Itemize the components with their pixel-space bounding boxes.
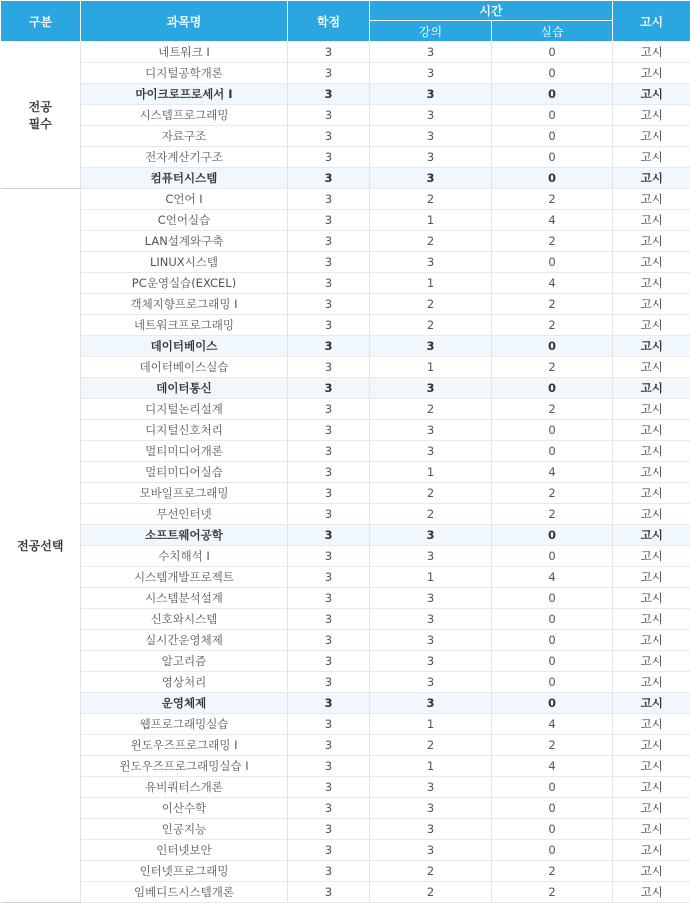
credit-cell: 3 bbox=[288, 693, 370, 714]
lab-hours-cell: 0 bbox=[492, 840, 613, 861]
lab-hours-cell: 2 bbox=[492, 882, 613, 903]
lecture-hours-cell: 3 bbox=[370, 105, 492, 126]
credit-cell: 3 bbox=[288, 588, 370, 609]
course-name-cell: 수치해석 I bbox=[81, 546, 288, 567]
credit-cell: 3 bbox=[288, 462, 370, 483]
credit-cell: 3 bbox=[288, 315, 370, 336]
lecture-hours-cell: 1 bbox=[370, 714, 492, 735]
table-row bbox=[1, 273, 690, 294]
table-body bbox=[1, 42, 690, 903]
table-row bbox=[1, 420, 690, 441]
exam-cell: 고시 bbox=[613, 63, 690, 84]
lecture-hours-cell: 3 bbox=[370, 798, 492, 819]
lab-hours-cell: 2 bbox=[492, 294, 613, 315]
table-row bbox=[1, 735, 690, 756]
table-row bbox=[1, 504, 690, 525]
course-name-cell: 디지털논리설계 bbox=[81, 399, 288, 420]
course-name-cell: 디지털신호처리 bbox=[81, 420, 288, 441]
course-name-cell: 시스템프로그래밍 bbox=[81, 105, 288, 126]
table-row bbox=[1, 252, 690, 273]
exam-cell: 고시 bbox=[613, 819, 690, 840]
course-name-cell: 시스템분석설계 bbox=[81, 588, 288, 609]
table-row bbox=[1, 315, 690, 336]
exam-cell: 고시 bbox=[613, 399, 690, 420]
exam-cell: 고시 bbox=[613, 588, 690, 609]
course-name-cell: 시스템개발프로젝트 bbox=[81, 567, 288, 588]
lab-hours-cell: 0 bbox=[492, 147, 613, 168]
table-row bbox=[1, 483, 690, 504]
table-row bbox=[1, 147, 690, 168]
credit-cell: 3 bbox=[288, 651, 370, 672]
table-row bbox=[1, 756, 690, 777]
course-name-cell: 윈도우즈프로그래밍 I bbox=[81, 735, 288, 756]
lecture-hours-cell: 1 bbox=[370, 567, 492, 588]
exam-cell: 고시 bbox=[613, 441, 690, 462]
table-row bbox=[1, 630, 690, 651]
exam-cell: 고시 bbox=[613, 861, 690, 882]
course-name-cell: C언어 I bbox=[81, 189, 288, 210]
course-name-cell: 모바일프로그래밍 bbox=[81, 483, 288, 504]
credit-cell: 3 bbox=[288, 567, 370, 588]
credit-cell: 3 bbox=[288, 882, 370, 903]
division-label: 전공선택 bbox=[17, 539, 63, 553]
course-name-cell: 데이터통신 bbox=[81, 378, 288, 399]
table-row bbox=[1, 861, 690, 882]
course-name-cell: 자료구조 bbox=[81, 126, 288, 147]
credit-cell: 3 bbox=[288, 420, 370, 441]
table-row bbox=[1, 231, 690, 252]
header-time: 시간 bbox=[370, 1, 613, 21]
course-name-cell: 실시간운영체제 bbox=[81, 630, 288, 651]
table-row bbox=[1, 357, 690, 378]
credit-cell: 3 bbox=[288, 756, 370, 777]
course-name-cell: 멀티미디어개론 bbox=[81, 441, 288, 462]
lecture-hours-cell: 3 bbox=[370, 378, 492, 399]
lab-hours-cell: 0 bbox=[492, 105, 613, 126]
lecture-hours-cell: 2 bbox=[370, 861, 492, 882]
division-label: 전공 bbox=[29, 100, 52, 114]
lab-hours-cell: 4 bbox=[492, 567, 613, 588]
lab-hours-cell: 0 bbox=[492, 588, 613, 609]
course-name-cell: 영상처리 bbox=[81, 672, 288, 693]
lab-hours-cell: 0 bbox=[492, 63, 613, 84]
lab-hours-cell: 4 bbox=[492, 462, 613, 483]
credit-cell: 3 bbox=[288, 399, 370, 420]
exam-cell: 고시 bbox=[613, 462, 690, 483]
table-row bbox=[1, 672, 690, 693]
table-row bbox=[1, 168, 690, 189]
lecture-hours-cell: 2 bbox=[370, 399, 492, 420]
exam-cell: 고시 bbox=[613, 672, 690, 693]
header-course: 과목명 bbox=[81, 1, 288, 42]
lab-hours-cell: 0 bbox=[492, 693, 613, 714]
credit-cell: 3 bbox=[288, 798, 370, 819]
lab-hours-cell: 4 bbox=[492, 273, 613, 294]
course-name-cell: 소프트웨어공학 bbox=[81, 525, 288, 546]
table-row bbox=[1, 210, 690, 231]
lecture-hours-cell: 3 bbox=[370, 63, 492, 84]
credit-cell: 3 bbox=[288, 483, 370, 504]
lecture-hours-cell: 3 bbox=[370, 168, 492, 189]
lecture-hours-cell: 3 bbox=[370, 840, 492, 861]
credit-cell: 3 bbox=[288, 861, 370, 882]
credit-cell: 3 bbox=[288, 504, 370, 525]
credit-cell: 3 bbox=[288, 672, 370, 693]
lecture-hours-cell: 3 bbox=[370, 84, 492, 105]
exam-cell: 고시 bbox=[613, 777, 690, 798]
exam-cell: 고시 bbox=[613, 756, 690, 777]
exam-cell: 고시 bbox=[613, 210, 690, 231]
lecture-hours-cell: 3 bbox=[370, 819, 492, 840]
exam-cell: 고시 bbox=[613, 315, 690, 336]
credit-cell: 3 bbox=[288, 441, 370, 462]
lecture-hours-cell: 1 bbox=[370, 210, 492, 231]
division-cell bbox=[1, 189, 81, 903]
lab-hours-cell: 2 bbox=[492, 861, 613, 882]
credit-cell: 3 bbox=[288, 735, 370, 756]
lecture-hours-cell: 3 bbox=[370, 42, 492, 63]
lab-hours-cell: 0 bbox=[492, 252, 613, 273]
course-name-cell: 네트워크프로그래밍 bbox=[81, 315, 288, 336]
table-row bbox=[1, 189, 690, 210]
course-name-cell: 이산수학 bbox=[81, 798, 288, 819]
credit-cell: 3 bbox=[288, 378, 370, 399]
lab-hours-cell: 0 bbox=[492, 441, 613, 462]
exam-cell: 고시 bbox=[613, 714, 690, 735]
exam-cell: 고시 bbox=[613, 693, 690, 714]
lab-hours-cell: 2 bbox=[492, 315, 613, 336]
course-name-cell: 컴퓨터시스템 bbox=[81, 168, 288, 189]
exam-cell: 고시 bbox=[613, 420, 690, 441]
exam-cell: 고시 bbox=[613, 147, 690, 168]
exam-cell: 고시 bbox=[613, 546, 690, 567]
exam-cell: 고시 bbox=[613, 336, 690, 357]
course-name-cell: PC운영실습(EXCEL) bbox=[81, 273, 288, 294]
course-name-cell: 웹프로그래밍실습 bbox=[81, 714, 288, 735]
course-name-cell: 신호와시스템 bbox=[81, 609, 288, 630]
lecture-hours-cell: 3 bbox=[370, 420, 492, 441]
lecture-hours-cell: 3 bbox=[370, 546, 492, 567]
lab-hours-cell: 0 bbox=[492, 651, 613, 672]
lab-hours-cell: 2 bbox=[492, 483, 613, 504]
header-exam: 고시 bbox=[613, 1, 690, 42]
credit-cell: 3 bbox=[288, 168, 370, 189]
credit-cell: 3 bbox=[288, 273, 370, 294]
lecture-hours-cell: 3 bbox=[370, 525, 492, 546]
credit-cell: 3 bbox=[288, 126, 370, 147]
lecture-hours-cell: 3 bbox=[370, 672, 492, 693]
lecture-hours-cell: 3 bbox=[370, 147, 492, 168]
lecture-hours-cell: 1 bbox=[370, 756, 492, 777]
credit-cell: 3 bbox=[288, 105, 370, 126]
course-name-cell: 무선인터넷 bbox=[81, 504, 288, 525]
table-row bbox=[1, 378, 690, 399]
table-row bbox=[1, 777, 690, 798]
lecture-hours-cell: 3 bbox=[370, 630, 492, 651]
exam-cell: 고시 bbox=[613, 798, 690, 819]
course-name-cell: 객체지향프로그래밍 I bbox=[81, 294, 288, 315]
lecture-hours-cell: 3 bbox=[370, 336, 492, 357]
lab-hours-cell: 4 bbox=[492, 756, 613, 777]
lecture-hours-cell: 3 bbox=[370, 441, 492, 462]
lab-hours-cell: 2 bbox=[492, 231, 613, 252]
credit-cell: 3 bbox=[288, 42, 370, 63]
lecture-hours-cell: 3 bbox=[370, 609, 492, 630]
lecture-hours-cell: 3 bbox=[370, 651, 492, 672]
exam-cell: 고시 bbox=[613, 231, 690, 252]
credit-cell: 3 bbox=[288, 231, 370, 252]
course-name-cell: LAN설계와구축 bbox=[81, 231, 288, 252]
exam-cell: 고시 bbox=[613, 630, 690, 651]
table-row bbox=[1, 294, 690, 315]
table-row bbox=[1, 840, 690, 861]
lab-hours-cell: 0 bbox=[492, 378, 613, 399]
lecture-hours-cell: 2 bbox=[370, 294, 492, 315]
lecture-hours-cell: 3 bbox=[370, 777, 492, 798]
course-name-cell: 인공지능 bbox=[81, 819, 288, 840]
course-name-cell: 인터넷보안 bbox=[81, 840, 288, 861]
exam-cell: 고시 bbox=[613, 168, 690, 189]
header-credit: 학점 bbox=[288, 1, 370, 42]
exam-cell: 고시 bbox=[613, 882, 690, 903]
lab-hours-cell: 0 bbox=[492, 168, 613, 189]
course-name-cell: 전자계산기구조 bbox=[81, 147, 288, 168]
lecture-hours-cell: 2 bbox=[370, 231, 492, 252]
table-row bbox=[1, 567, 690, 588]
table-row bbox=[1, 609, 690, 630]
table-row bbox=[1, 126, 690, 147]
table-row bbox=[1, 588, 690, 609]
table-row bbox=[1, 441, 690, 462]
lab-hours-cell: 0 bbox=[492, 630, 613, 651]
exam-cell: 고시 bbox=[613, 651, 690, 672]
lecture-hours-cell: 3 bbox=[370, 252, 492, 273]
credit-cell: 3 bbox=[288, 63, 370, 84]
lecture-hours-cell: 1 bbox=[370, 273, 492, 294]
course-name-cell: LINUX시스템 bbox=[81, 252, 288, 273]
credit-cell: 3 bbox=[288, 630, 370, 651]
lecture-hours-cell: 2 bbox=[370, 504, 492, 525]
header-lab: 실습 bbox=[492, 21, 613, 42]
exam-cell: 고시 bbox=[613, 357, 690, 378]
credit-cell: 3 bbox=[288, 189, 370, 210]
lab-hours-cell: 0 bbox=[492, 525, 613, 546]
exam-cell: 고시 bbox=[613, 42, 690, 63]
lab-hours-cell: 2 bbox=[492, 357, 613, 378]
credit-cell: 3 bbox=[288, 252, 370, 273]
table-row bbox=[1, 546, 690, 567]
table-row bbox=[1, 42, 690, 63]
division-cell bbox=[1, 42, 81, 189]
table-row bbox=[1, 651, 690, 672]
table-row bbox=[1, 693, 690, 714]
credit-cell: 3 bbox=[288, 714, 370, 735]
exam-cell: 고시 bbox=[613, 189, 690, 210]
credit-cell: 3 bbox=[288, 294, 370, 315]
course-name-cell: 인터넷프로그래밍 bbox=[81, 861, 288, 882]
lecture-hours-cell: 2 bbox=[370, 882, 492, 903]
table-row bbox=[1, 84, 690, 105]
table-row bbox=[1, 525, 690, 546]
lecture-hours-cell: 3 bbox=[370, 693, 492, 714]
exam-cell: 고시 bbox=[613, 126, 690, 147]
header-division: 구분 bbox=[1, 1, 81, 42]
lab-hours-cell: 0 bbox=[492, 819, 613, 840]
course-name-cell: C언어실습 bbox=[81, 210, 288, 231]
course-name-cell: 디지털공학개론 bbox=[81, 63, 288, 84]
lecture-hours-cell: 1 bbox=[370, 357, 492, 378]
lab-hours-cell: 0 bbox=[492, 609, 613, 630]
header-lecture: 강의 bbox=[370, 21, 492, 42]
lab-hours-cell: 0 bbox=[492, 777, 613, 798]
exam-cell: 고시 bbox=[613, 483, 690, 504]
exam-cell: 고시 bbox=[613, 525, 690, 546]
lecture-hours-cell: 2 bbox=[370, 735, 492, 756]
credit-cell: 3 bbox=[288, 819, 370, 840]
lecture-hours-cell: 2 bbox=[370, 189, 492, 210]
lab-hours-cell: 0 bbox=[492, 84, 613, 105]
lab-hours-cell: 4 bbox=[492, 210, 613, 231]
credit-cell: 3 bbox=[288, 777, 370, 798]
course-name-cell: 멀티미디어실습 bbox=[81, 462, 288, 483]
lab-hours-cell: 0 bbox=[492, 420, 613, 441]
course-name-cell: 네트워크 I bbox=[81, 42, 288, 63]
credit-cell: 3 bbox=[288, 840, 370, 861]
lab-hours-cell: 2 bbox=[492, 189, 613, 210]
table-row bbox=[1, 798, 690, 819]
table-row bbox=[1, 714, 690, 735]
lab-hours-cell: 0 bbox=[492, 336, 613, 357]
lecture-hours-cell: 3 bbox=[370, 588, 492, 609]
course-name-cell: 알고리즘 bbox=[81, 651, 288, 672]
course-name-cell: 윈도우즈프로그래밍실습 I bbox=[81, 756, 288, 777]
credit-cell: 3 bbox=[288, 357, 370, 378]
lab-hours-cell: 0 bbox=[492, 798, 613, 819]
course-name-cell: 데이터베이스 bbox=[81, 336, 288, 357]
credit-cell: 3 bbox=[288, 525, 370, 546]
exam-cell: 고시 bbox=[613, 840, 690, 861]
course-name-cell: 마이크로프로세서 I bbox=[81, 84, 288, 105]
lecture-hours-cell: 3 bbox=[370, 126, 492, 147]
table-row bbox=[1, 63, 690, 84]
lab-hours-cell: 0 bbox=[492, 42, 613, 63]
course-name-cell: 운영체제 bbox=[81, 693, 288, 714]
credit-cell: 3 bbox=[288, 210, 370, 231]
course-name-cell: 유비쿼터스개론 bbox=[81, 777, 288, 798]
division-label: 필수 bbox=[29, 117, 52, 131]
lab-hours-cell: 0 bbox=[492, 126, 613, 147]
table-row bbox=[1, 462, 690, 483]
lecture-hours-cell: 2 bbox=[370, 315, 492, 336]
exam-cell: 고시 bbox=[613, 504, 690, 525]
credit-cell: 3 bbox=[288, 609, 370, 630]
course-name-cell: 임베디드시스템개론 bbox=[81, 882, 288, 903]
exam-cell: 고시 bbox=[613, 567, 690, 588]
credit-cell: 3 bbox=[288, 546, 370, 567]
lab-hours-cell: 2 bbox=[492, 504, 613, 525]
table-row bbox=[1, 882, 690, 903]
exam-cell: 고시 bbox=[613, 294, 690, 315]
table-row bbox=[1, 105, 690, 126]
lab-hours-cell: 2 bbox=[492, 735, 613, 756]
lab-hours-cell: 4 bbox=[492, 714, 613, 735]
exam-cell: 고시 bbox=[613, 105, 690, 126]
table-header bbox=[1, 1, 690, 42]
exam-cell: 고시 bbox=[613, 378, 690, 399]
lab-hours-cell: 2 bbox=[492, 399, 613, 420]
table-row bbox=[1, 336, 690, 357]
lecture-hours-cell: 2 bbox=[370, 483, 492, 504]
credit-cell: 3 bbox=[288, 336, 370, 357]
credit-cell: 3 bbox=[288, 84, 370, 105]
credit-cell: 3 bbox=[288, 147, 370, 168]
exam-cell: 고시 bbox=[613, 609, 690, 630]
exam-cell: 고시 bbox=[613, 252, 690, 273]
exam-cell: 고시 bbox=[613, 84, 690, 105]
exam-cell: 고시 bbox=[613, 273, 690, 294]
table-row bbox=[1, 399, 690, 420]
table-row bbox=[1, 819, 690, 840]
lab-hours-cell: 0 bbox=[492, 672, 613, 693]
exam-cell: 고시 bbox=[613, 735, 690, 756]
lab-hours-cell: 0 bbox=[492, 546, 613, 567]
course-name-cell: 데이터베이스실습 bbox=[81, 357, 288, 378]
lecture-hours-cell: 1 bbox=[370, 462, 492, 483]
